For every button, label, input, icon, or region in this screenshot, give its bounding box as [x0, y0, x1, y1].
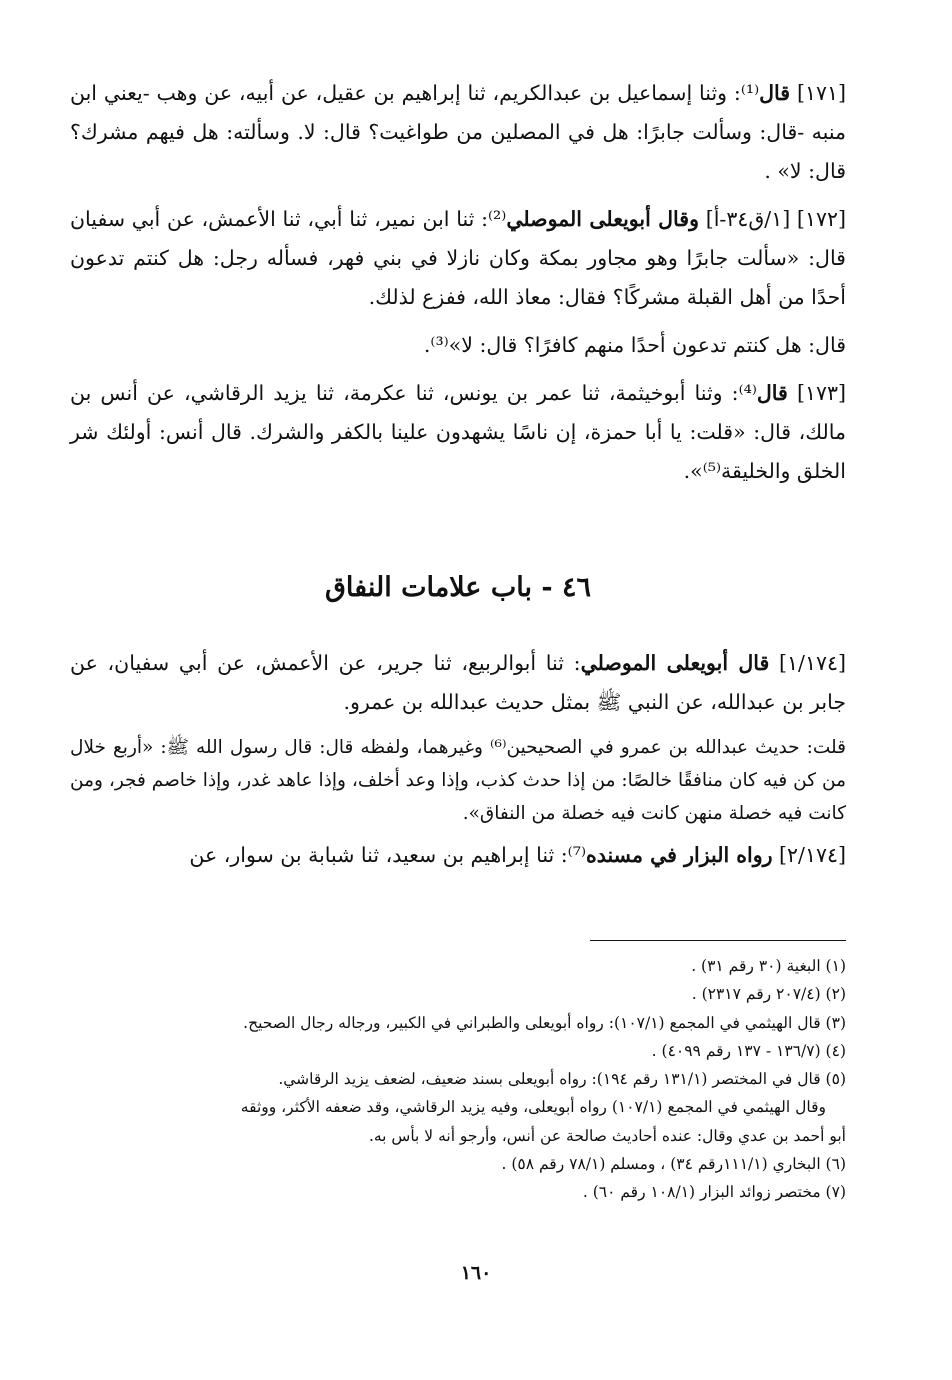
chapter-heading: ٤٦ - باب علامات النفاق [324, 572, 592, 603]
footnote-5: (٥) قال في المختصر (١٣١/١ رقم ١٩٤): رواه أبويعلى بسند ضعيف، لضعف يزيد الرقاشي. [278, 1070, 846, 1089]
hadith-171 [70, 74, 846, 191]
hadith-174-2 [70, 836, 846, 875]
footnotes [70, 952, 846, 1207]
hadith-text: ⁽¹⁾: وثنا إسماعيل بن عبدالكريم، ثنا إبراهيم بن عقيل، عن أبيه، عن وهب -يعني ابن منبه -قال: وسألت جابرًا: هل في المصلين من طواغيت؟ قال: لا. وسألته: هل فيهم مشرك؟ قال: لا» . [70, 81, 846, 183]
footnote-4: (٤) (١٣٦/٧ - ١٣٧ رقم ٤٠٩٩) . [651, 1041, 846, 1060]
hadith-text: : ثنا أبوالربيع، ثنا جرير، عن الأعمش، عن أبي سفيان، عن جابر بن عبدالله، عن النبي ﷺ بمثل حديث عبدالله بن عمرو. [70, 651, 846, 714]
page-number: ١٦٠ [460, 1262, 492, 1284]
hadith-173 [70, 374, 846, 491]
hadith-174-1 [70, 644, 846, 722]
narrator-lead: قال [756, 381, 788, 405]
commentary-paragraph [70, 731, 846, 830]
footnote-1: (١) البغية (٣٠ رقم ٣١) . [691, 957, 846, 975]
narrator-lead: رواه البزار في مسنده [585, 843, 773, 867]
hadith-number: [١/١٧٤] [779, 651, 846, 675]
narrator-lead: وقال أبويعلى الموصلي [506, 207, 699, 231]
main-text-bottom [70, 644, 846, 884]
footnote-7: (٧) مختصر زوائد البزار (١٠٨/١ رقم ٦٠) . [582, 1183, 846, 1202]
footnote-5-continuation-line-2: أبو أحمد بن عدي وقال: عنده أحاديث صالحة عن أنس، وأرجو أنه لا بأس به. [368, 1126, 846, 1145]
hadith-text: قال: هل كنتم تدعون أحدًا منهم كافرًا؟ قال: لا»⁽³⁾. [423, 333, 846, 357]
hadith-172 [70, 200, 846, 317]
hadith-number: [١٧١] [796, 81, 846, 105]
footnote-2: (٢) (٢٠٧/٤ رقم ٢٣١٧) . [691, 985, 846, 1004]
footnote-5-continuation-line-1: وقال الهيثمي في المجمع (١٠٧/١) رواه أبويعلى، وفيه يزيد الرقاشي، وقد ضعفه الأكثر، ووثقه [240, 1098, 826, 1117]
hadith-text: ⁽²⁾: ثنا ابن نمير، ثنا أبي، ثنا الأعمش، عن أبي سفيان قال: «سألت جابرًا وهو مجاور بمكة وكان نازلا في بني فهر، فسأله رجل: هل كنتم تدعون أحدًا من أهل القبلة مشركًا؟ فقال: معاذ الله، ففزع لذلك. [70, 207, 846, 309]
hadith-text: ⁽⁷⁾: ثنا إبراهيم بن سعيد، ثنا شبابة بن سوار، عن [189, 843, 586, 867]
footnote-3: (٣) قال الهيثمي في المجمع (١٠٧/١): رواه أبويعلى والطبراني في الكبير، ورجاله رجال الصحيح. [243, 1013, 846, 1032]
footnote-divider [590, 940, 846, 941]
hadith-number: [١٧٣] [796, 381, 846, 405]
main-text-top [70, 74, 846, 500]
hadith-text: ⁽⁴⁾: وثنا أبوخيثمة، ثنا عمر بن يونس، ثنا عكرمة، ثنا يزيد الرقاشي، عن أنس بن مالك، قال: «قلت: يا أبا حمزة، إن ناسًا يشهدون علينا بالكفر والشرك. قال أنس: أولئك شر الخلق والخليقة⁽⁵⁾». [70, 381, 846, 483]
footnote-6: (٦) البخاري (١١١/١رقم ٣٤) ، ومسلم (٧٨/١ رقم ٥٨) . [501, 1155, 846, 1174]
narrator-lead: قال [759, 81, 791, 105]
commentary-text: قلت: حديث عبدالله بن عمرو في الصحيحين⁽⁶⁾ وغيرهما، ولفظه قال: قال رسول الله ﷺ: «أربع خلال من كن فيه كان منافقًا خالصًا: من إذا حدث كذب، وإذا وعد أخلف، وإذا عاهد غدر، وإذا خاصم فجر، ومن كانت فيه خصلة منهن كانت فيه خصلة من النفاق». [70, 737, 846, 824]
hadith-number: [٢/١٧٤] [779, 843, 846, 867]
hadith-172-continuation [70, 326, 846, 365]
narrator-lead: قال أبويعلى الموصلي [580, 651, 770, 675]
hadith-number: [١٧٢] [١/ق٣٤-أ] [705, 207, 846, 231]
